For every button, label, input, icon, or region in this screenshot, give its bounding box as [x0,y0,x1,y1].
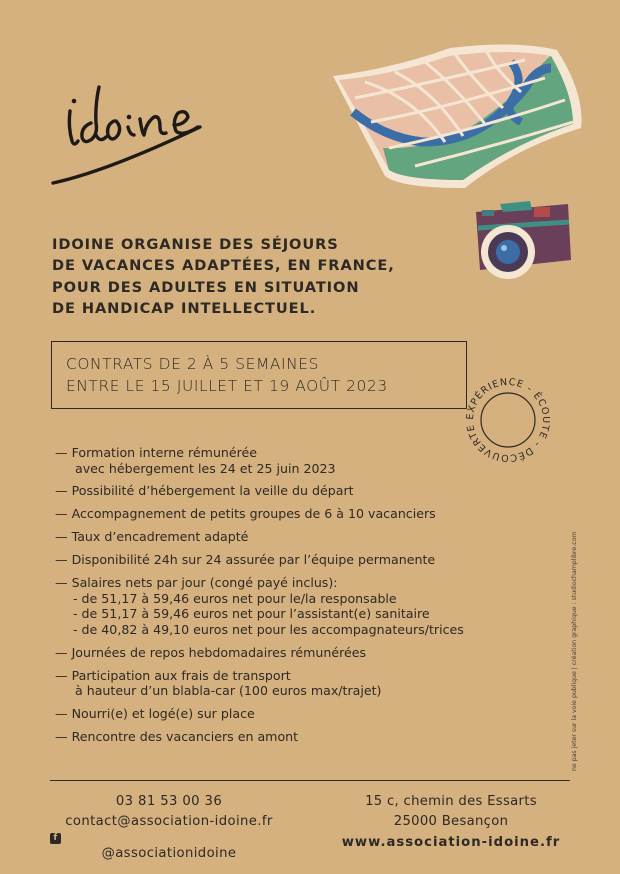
map-illustration [325,38,585,193]
list-item [55,575,464,637]
benefits-list [55,445,464,752]
list-item [55,483,464,499]
list-item-text: — Journées de repos hebdomadaires rémunérées [55,644,367,660]
legal-note: ne pas jeter sur la voie publique | création graphique : studiochamplibre.com [571,531,578,771]
facebook-link[interactable] [50,833,288,864]
list-item [55,552,464,568]
list-item-text: — Participation aux frais de transport [55,667,291,683]
headline-line: DE HANDICAP INTELLECTUEL. [52,299,317,317]
values-seal [453,365,563,475]
salary-line: - de 40,82 à 49,10 euros net pour les accompagnateurs/trices [73,621,464,637]
list-item-text: — Accompagnement de petits groupes de 6 à 10 vacanciers [55,506,436,522]
headline-line: POUR DES ADULTES EN SITUATION [52,278,360,296]
salary-line: - de 51,17 à 59,46 euros net pour le/la responsable [73,590,397,606]
contract-duration: CONTRATS DE 2 À 5 SEMAINES [66,355,319,373]
list-item-continuation: avec hébergement les 24 et 25 juin 2023 [75,460,336,476]
website-link[interactable]: www.association-idoine.fr [341,834,561,850]
list-item-text: — Salaires nets par jour (congé payé inclus): [55,575,338,591]
list-item-text: — Disponibilité 24h sur 24 assurée par l’équipe permanente [55,552,436,568]
idoine-logo [48,75,218,195]
footer-contact [50,792,288,864]
list-item [55,445,464,476]
footer-divider [50,780,570,781]
seal-text: EXPÉRIENCE - ÉCOUTE - DÉCOUVERTE [464,376,552,464]
list-item [55,706,464,722]
contract-period: ENTRE LE 15 JUILLET ET 19 AOÛT 2023 [66,377,388,395]
list-item-text: — Formation interne rémunérée [55,445,258,460]
list-item [55,729,464,745]
list-item-text: — Nourri(e) et logé(e) sur place [55,706,255,722]
list-item-continuation: à hauteur d’un blabla-car (100 euros max/trajet) [75,683,382,699]
phone-number[interactable]: 03 81 53 00 36 [115,794,223,809]
street-address: 15 c, chemin des Essarts [365,794,537,809]
salary-line: - de 51,17 à 59,46 euros net pour l’assistant(e) sanitaire [73,606,430,622]
facebook-handle: @associationidoine [101,845,237,861]
footer-address [340,792,562,853]
headline [52,234,395,319]
list-item [55,506,464,522]
list-item-text: — Possibilité d’hébergement la veille du départ [55,483,354,499]
list-item [55,529,464,545]
contract-dates-box [51,341,467,409]
facebook-icon: f [50,833,61,844]
camera-illustration [470,198,575,283]
email-link[interactable]: contact@association-idoine.fr [65,814,273,830]
list-item [55,645,464,661]
list-item-text: — Rencontre des vacanciers en amont [55,728,299,744]
list-item [55,668,464,699]
city-address: 25000 Besançon [393,814,509,830]
headline-line: IDOINE ORGANISE DES SÉJOURS [52,236,339,253]
headline-line: DE VACANCES ADAPTÉES, EN FRANCE, [52,257,395,275]
list-item-text: — Taux d’encadrement adapté [55,529,249,545]
